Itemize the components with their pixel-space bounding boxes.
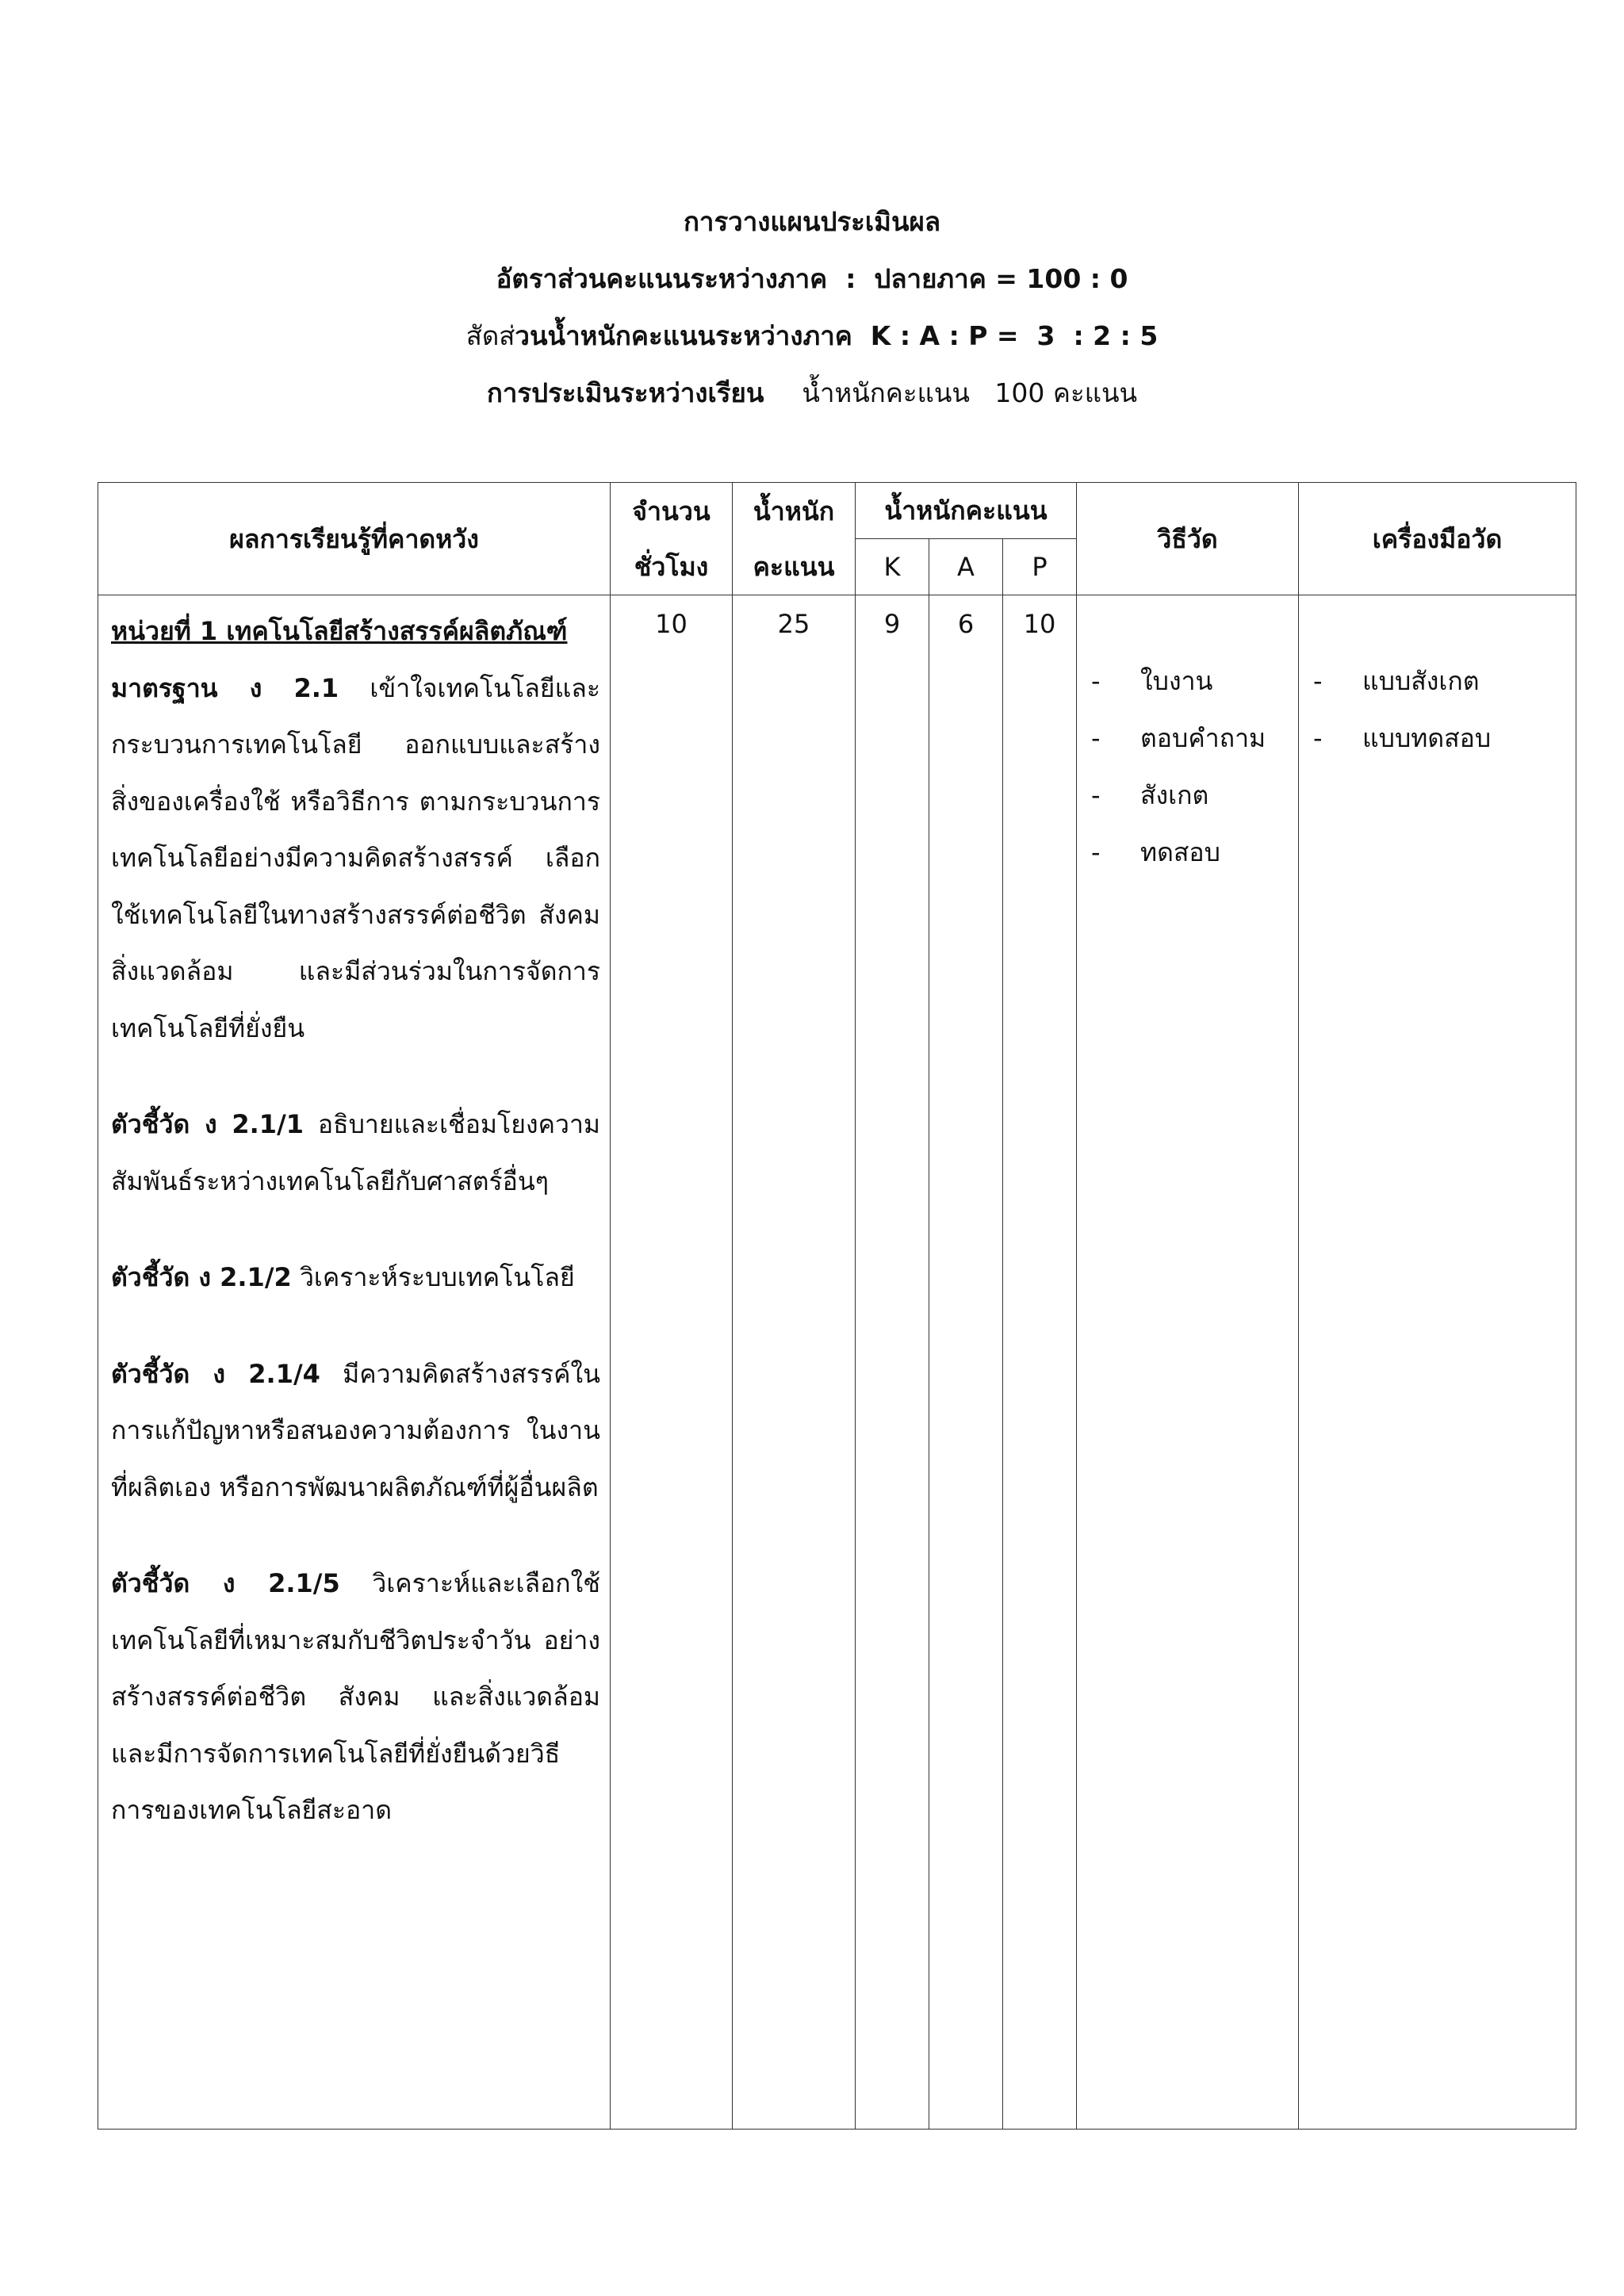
p-value: 10 bbox=[1003, 595, 1077, 2130]
header-weight: น้ำหนัก คะแนน bbox=[733, 483, 856, 595]
header-k: K bbox=[856, 539, 929, 595]
method-cell bbox=[1077, 595, 1299, 2130]
kap-ratio-text: วนน้ำหนักคะแนนระหว่างภาค K : A : P = 3 : 2 : 5 bbox=[515, 320, 1159, 351]
indicator: ตัวชี้วัด ง 2.1/4 มีความคิดสร้างสรรค์ในการแก้ปัญหาหรือสนองความต้องการ ในงานที่ผลิตเอง หรือการพัฒนาผลิตภัณฑ์ที่ผู้อื่นผลิต bbox=[111, 1358, 601, 1502]
kap-prefix: สัดส่ bbox=[465, 320, 515, 351]
score-ratio-line: อัตราส่วนคะแนนระหว่างภาค : ปลายภาค = 100 : 0 bbox=[496, 263, 1128, 294]
kap-ratio-line bbox=[0, 316, 1624, 356]
header-p: P bbox=[1003, 539, 1077, 595]
document-title: การวางแผนประเมินผล bbox=[683, 206, 941, 237]
outcome-cell bbox=[98, 595, 611, 2130]
header-tool: เครื่องมือวัด bbox=[1299, 483, 1576, 595]
hours-value: 10 bbox=[611, 595, 733, 2130]
header-outcome: ผลการเรียนรู้ที่คาดหวัง bbox=[98, 483, 611, 595]
formative-eval-label: การประเมินระหว่างเรียน bbox=[486, 377, 764, 408]
indicator: ตัวชี้วัด ง 2.1/2 วิเคราะห์ระบบเทคโนโลยี bbox=[111, 1262, 575, 1292]
header-hours: จำนวน ชั่วโมง bbox=[611, 483, 733, 595]
standard-text: เข้าใจเทคโนโลยีและกระบวนการเทคโนโลยี ออกแบบและสร้างสิ่งของเครื่องใช้ หรือวิธีการ ตามกระบวนการเทคโนโลยีอย่างมีความคิดสร้างสรรค์ เลือกใช้เทคโนโลยีในทางสร้างสรรค์ต่อชีวิต สังคม สิ่งแวดล้อม และมีส่วนร่วมในการจัดการเทคโนโลยีที่ยั่งยืน bbox=[111, 672, 601, 1043]
header-method: วิธีวัด bbox=[1077, 483, 1299, 595]
a-value: 6 bbox=[929, 595, 1003, 2130]
list-item: - ใบงาน bbox=[1091, 666, 1213, 696]
table-row bbox=[98, 595, 1576, 2130]
assessment-plan-table bbox=[98, 482, 1576, 2130]
formative-eval-weight: น้ำหนักคะแนน 100 คะแนน bbox=[802, 377, 1138, 408]
list-item: - ตอบคำถาม bbox=[1091, 723, 1266, 753]
list-item: - แบบสังเกต bbox=[1313, 666, 1480, 696]
formative-eval-line bbox=[0, 373, 1624, 413]
tool-cell bbox=[1299, 595, 1576, 2130]
indicator: ตัวชี้วัด ง 2.1/5 วิเคราะห์และเลือกใช้เทคโนโลยีที่เหมาะสมกับชีวิตประจำวัน อย่างสร้างสรรค์ต่อชีวิต สังคม และสิ่งแวดล้อม และมีการจัดการเทคโนโลยีที่ยั่งยืนด้วยวิธีการของเทคโนโลยีสะอาด bbox=[111, 1568, 600, 1825]
list-item: - ทดสอบ bbox=[1091, 837, 1220, 867]
header-a: A bbox=[929, 539, 1003, 595]
standard-label: มาตรฐาน ง 2.1 bbox=[111, 672, 339, 703]
k-value: 9 bbox=[856, 595, 929, 2130]
list-item: - แบบทดสอบ bbox=[1313, 723, 1492, 753]
unit-title: หน่วยที่ 1 เทคโนโลยีสร้างสรรค์ผลิตภัณฑ์ bbox=[111, 616, 568, 646]
indicator: ตัวชี้วัด ง 2.1/1 อธิบายและเชื่อมโยงความสัมพันธ์ระหว่างเทคโนโลยีกับศาสตร์อื่นๆ bbox=[111, 1109, 601, 1196]
header-score-weight: น้ำหนักคะแนน bbox=[856, 483, 1077, 539]
weight-value: 25 bbox=[733, 595, 856, 2130]
list-item: - สังเกต bbox=[1091, 780, 1209, 810]
